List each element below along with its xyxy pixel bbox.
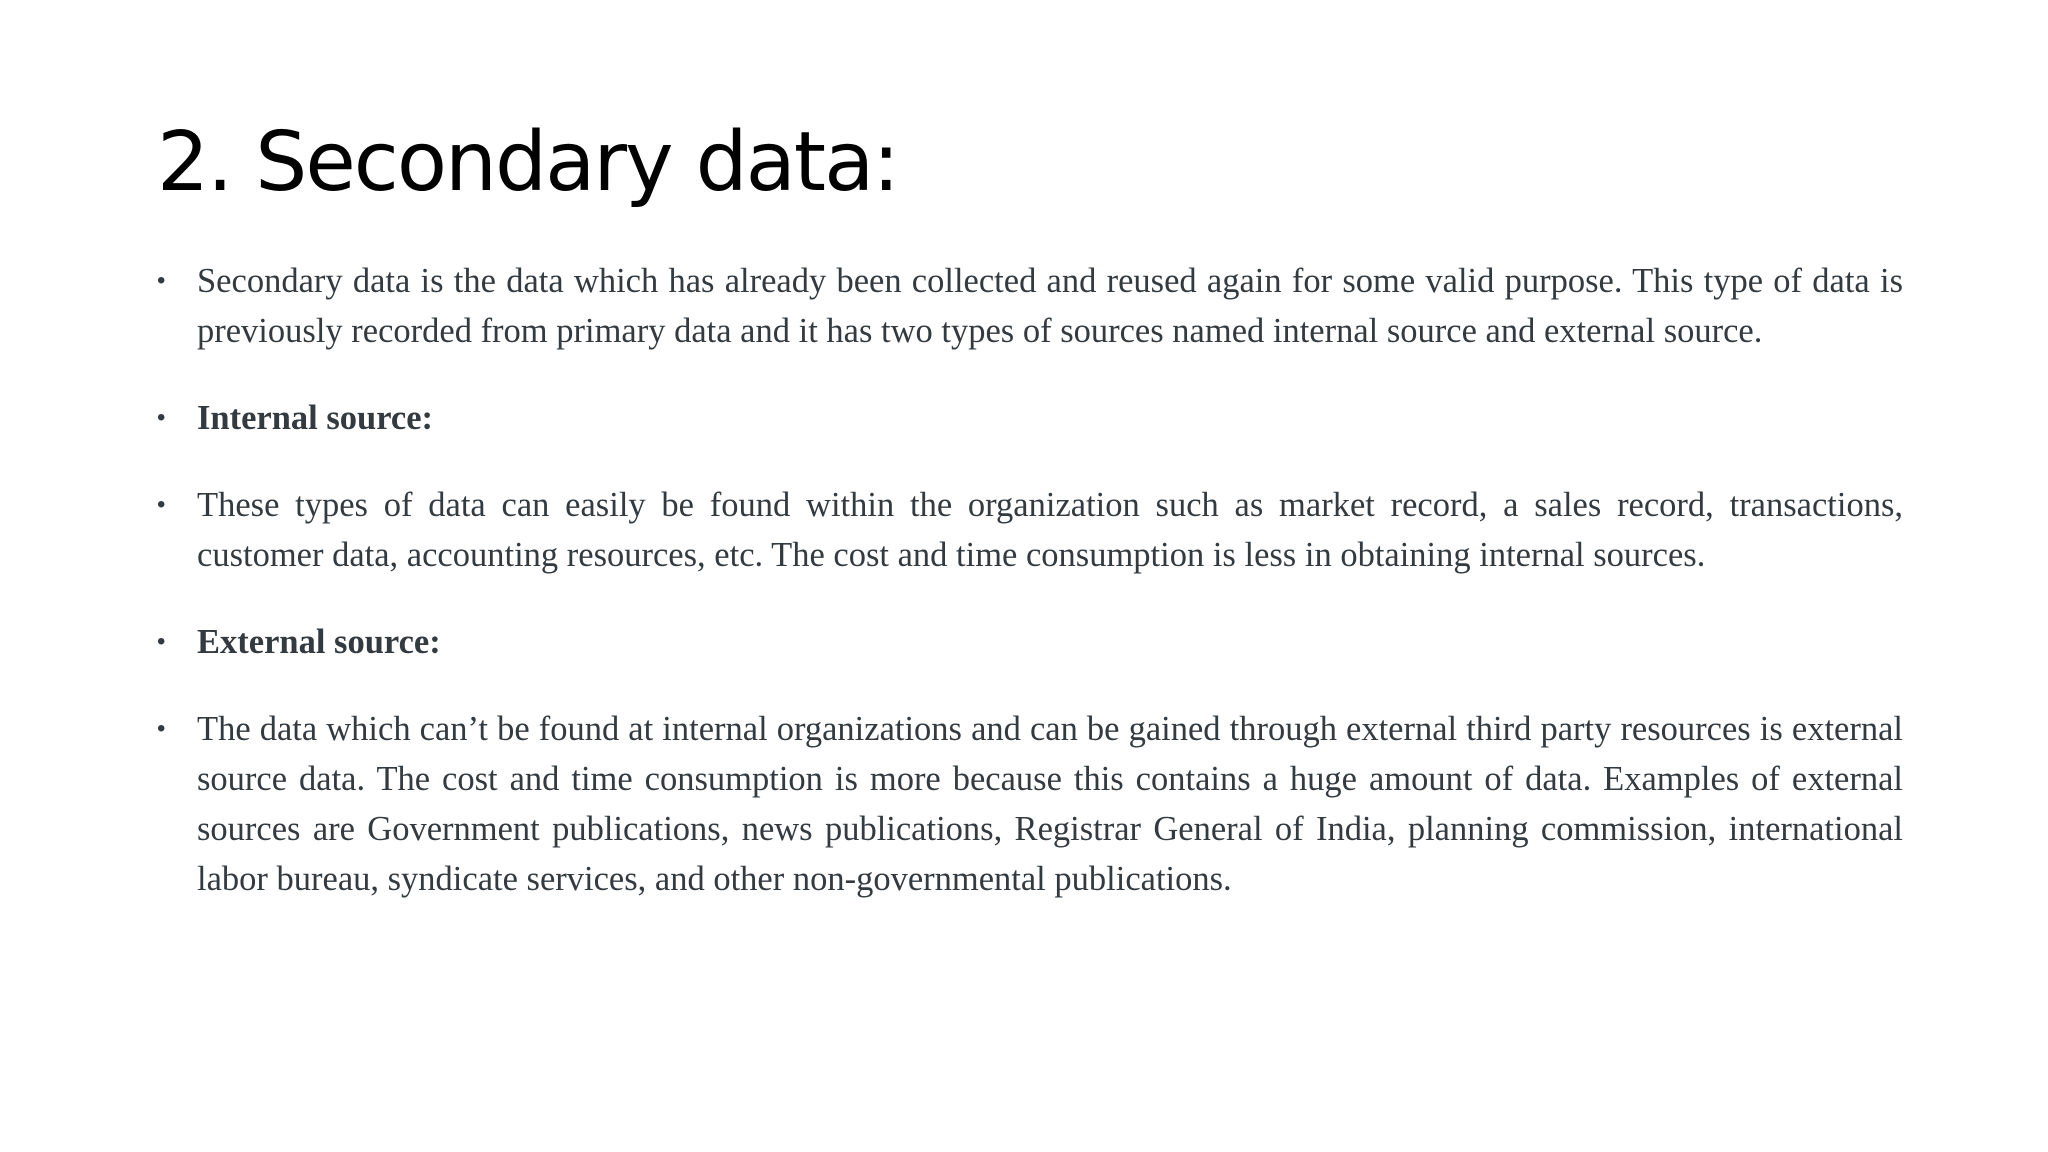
bullet-item-secondary-definition — [157, 256, 1903, 356]
bullet-item-external-heading — [157, 617, 1903, 667]
bullet-icon: • — [157, 404, 166, 431]
bullet-icon: • — [157, 267, 166, 294]
bullet-text: Secondary data is the data which has already been collected and reused again for some valid purpose. This type of data is previously recorded from primary data and it has two types of sources named internal source and external source. — [197, 262, 1903, 350]
bullet-list — [157, 256, 1903, 904]
bullet-heading: Internal source: — [197, 399, 434, 437]
bullet-heading: External source: — [197, 623, 441, 661]
bullet-icon: • — [157, 491, 166, 518]
bullet-text: The data which can’t be found at internal organizations and can be gained through external third party resources is external source data. The cost and time consumption is more because this contains a huge amount of data. Examples of external sources are Government publications, news publications, Registrar General of India, planning commission, international labor bureau, syndicate services, and other non-governmental publications. — [197, 710, 1903, 898]
bullet-item-internal-description — [157, 480, 1903, 580]
bullet-item-internal-heading — [157, 393, 1903, 443]
bullet-icon: • — [157, 628, 166, 655]
bullet-item-external-description — [157, 704, 1903, 904]
bullet-icon: • — [157, 715, 166, 742]
slide-title: 2. Secondary data: — [157, 115, 898, 210]
bullet-text: These types of data can easily be found within the organization such as market record, a sales record, transactions, customer data, accounting resources, etc. The cost and time consumption is less in obtaining internal sources. — [197, 486, 1903, 574]
